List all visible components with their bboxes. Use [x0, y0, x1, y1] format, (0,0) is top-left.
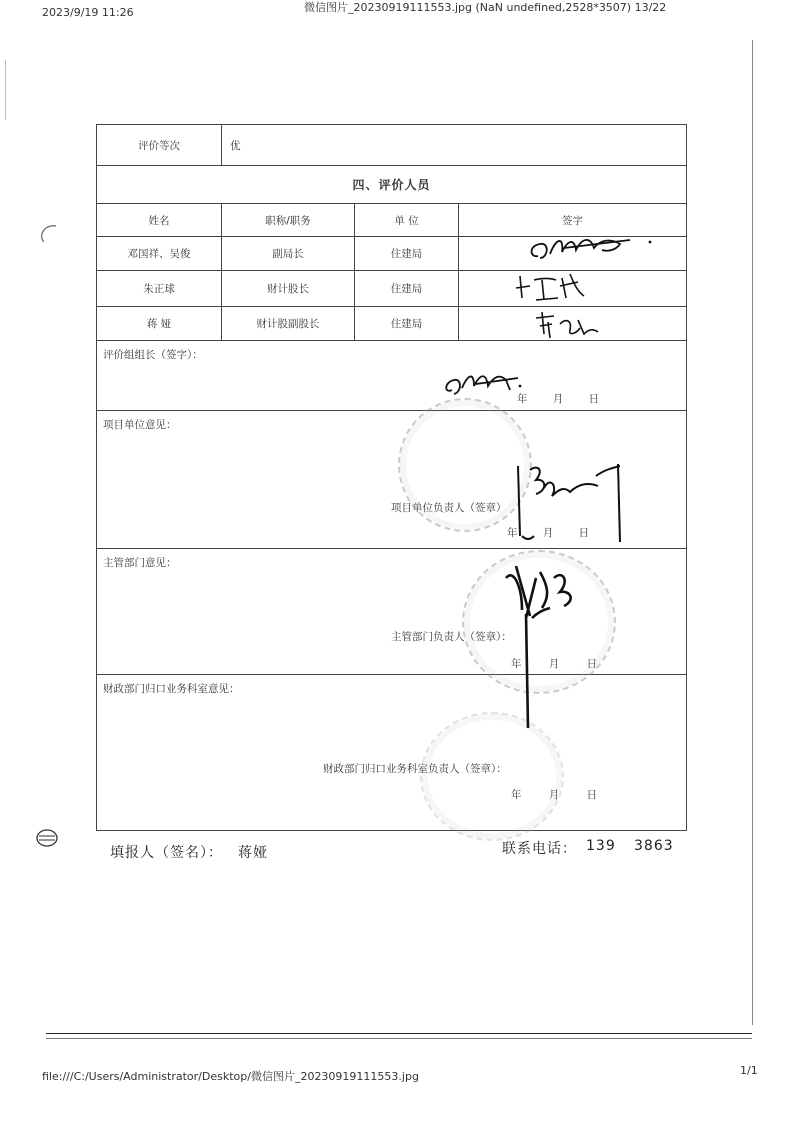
- project-unit-label: 项目单位意见：: [103, 419, 177, 431]
- print-title: 微信图片_20230919111553.jpg (NaN undefined,2528*3507) 13/22: [304, 1, 667, 14]
- header-unit: 单 位: [355, 204, 459, 237]
- handwritten-signature: [496, 548, 606, 738]
- dept-date: 年 月 日: [511, 658, 598, 670]
- print-page-counter: 1/1: [740, 1064, 758, 1077]
- section-title-row: [97, 166, 687, 204]
- finance-sign-label: 财政部门归口业务科室负责人（签章）：: [323, 763, 507, 775]
- punch-hole-icon: [34, 826, 62, 850]
- section-title: 四、评价人员: [97, 166, 687, 204]
- print-datetime: 2023/9/19 11:26: [42, 6, 134, 19]
- project-unit-date: 年 月 日: [507, 527, 590, 539]
- row-name: 蒋 娅: [97, 307, 222, 341]
- grade-label: 评价等次: [97, 125, 222, 166]
- contact-label: 联系电话：: [502, 841, 577, 857]
- dept-sign-label: 主管部门负责人（签章）：: [391, 631, 512, 643]
- finance-date: 年 月 日: [511, 789, 598, 801]
- handwritten-signature: [512, 266, 602, 306]
- row-unit: 住建局: [355, 307, 459, 341]
- scan-bottom-line: [46, 1033, 752, 1034]
- group-leader-row: [97, 341, 687, 411]
- header-sign: 签字: [459, 204, 687, 237]
- grade-row: [97, 125, 687, 166]
- print-file-path: file:///C:/Users/Administrator/Desktop/微信图片_20230919111553.jpg: [42, 1070, 419, 1083]
- scan-edge-line: [752, 40, 753, 1025]
- row-name: 朱正球: [97, 271, 222, 307]
- group-leader-date: 年 月 日: [517, 393, 600, 405]
- row-title: 副局长: [222, 237, 355, 271]
- phone-start: 139: [586, 838, 616, 854]
- header-name: 姓名: [97, 204, 222, 237]
- row-unit: 住建局: [355, 271, 459, 307]
- group-leader-cell: [97, 341, 687, 411]
- scan-bottom-line: [46, 1038, 752, 1039]
- handwritten-signature: [520, 228, 670, 268]
- filler-label: 填报人（签名）：: [110, 845, 223, 861]
- row-title: 财计股副股长: [222, 307, 355, 341]
- header-title: 职称/职务: [222, 204, 355, 237]
- dept-label: 主管部门意见：: [103, 557, 177, 569]
- scan-edge-mark: [5, 60, 6, 120]
- handwritten-signature: [532, 304, 612, 344]
- row-name: 邓国祥、吴俊: [97, 237, 222, 271]
- handwritten-signature: [440, 364, 540, 404]
- row-unit: 住建局: [355, 237, 459, 271]
- phone-end: 3863: [634, 838, 674, 854]
- punch-hole-mark: [36, 222, 60, 246]
- grade-value: 优: [222, 125, 687, 166]
- project-unit-sign-label: 项目单位负责人（签章）: [391, 502, 507, 514]
- filler-name: 蒋娅: [238, 845, 268, 861]
- handwritten-signature: [500, 456, 640, 556]
- finance-label: 财政部门归口业务科室意见：: [103, 683, 240, 695]
- row-title: 财计股长: [222, 271, 355, 307]
- group-leader-label: 评价组组长（签字）：: [103, 349, 203, 361]
